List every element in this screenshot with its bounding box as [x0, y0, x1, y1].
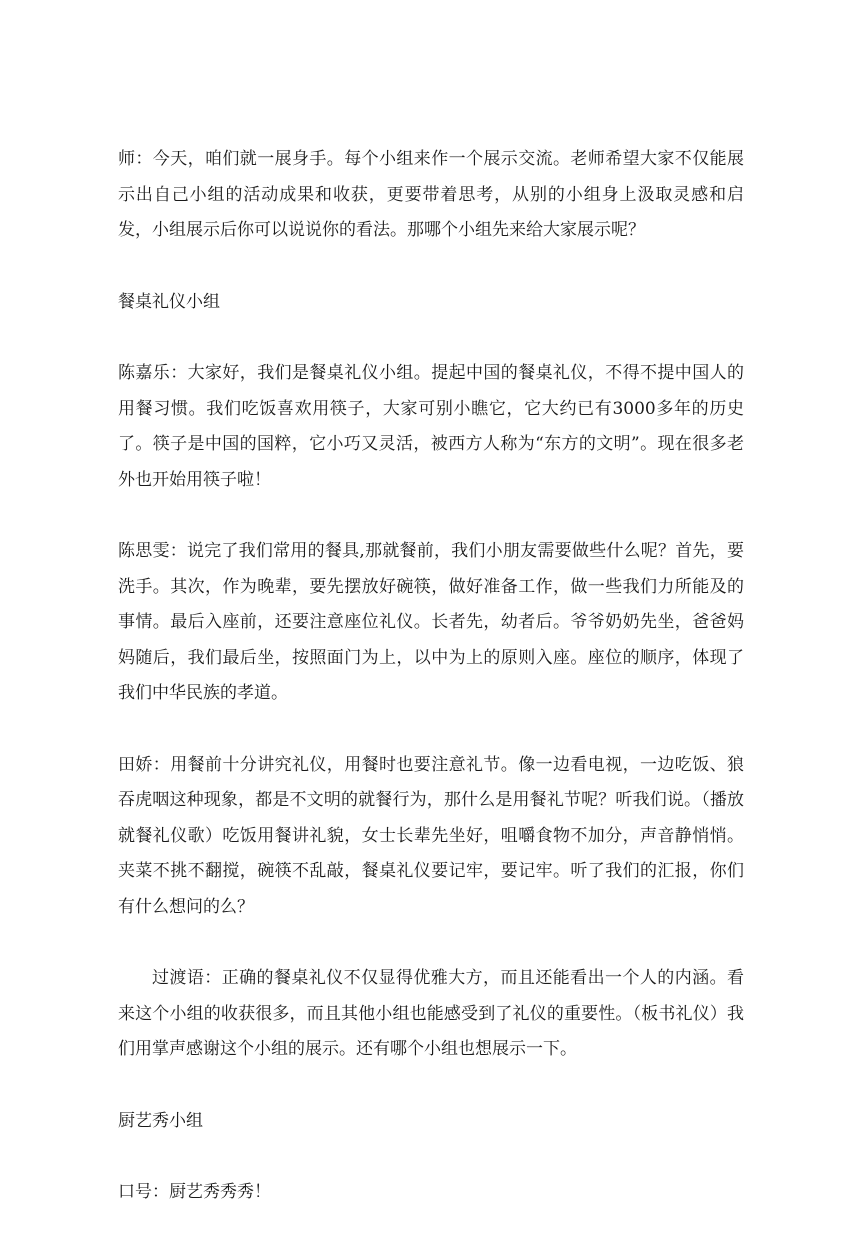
tian-jiao-paragraph: 田娇：用餐前十分讲究礼仪，用餐时也要注意礼节。像一边看电视，一边吃饭、狼吞虎咽这种现象，都是不文明的就餐行为，那什么是用餐礼节呢？听我们说。（播放就餐礼仪歌）吃饭用餐讲礼貌，女士长辈先坐好，咀嚼食物不加分，声音静悄悄。夹菜不挑不翻搅，碗筷不乱敲，餐桌礼仪要记牢，要记牢。听了我们的汇报，你们有什么想问的么？ [118, 754, 744, 917]
teacher-intro-paragraph: 师：今天，咱们就一展身手。每个小组来作一个展示交流。老师希望大家不仅能展示出自己小组的活动成果和收获，更要带着思考，从别的小组身上汲取灵感和启发，小组展示后你可以说说你的看法。那哪个小组先来给大家展示呢？ [118, 149, 744, 240]
chen-jiale-paragraph: 陈嘉乐：大家好，我们是餐桌礼仪小组。提起中国的餐桌礼仪，不得不提中国人的用餐习惯。我们吃饭喜欢用筷子，大家可别小瞧它，它大约已有3000多年的历史了。筷子是中国的国粹，它小巧又灵活，被西方人称为“东方的文明”。现在很多老外也开始用筷子啦！ [118, 363, 744, 490]
group-heading-cooking-show: 厨艺秀小组 [118, 1110, 203, 1131]
transition-paragraph: 过渡语：正确的餐桌礼仪不仅显得优雅大方，而且还能看出一个人的内涵。看来这个小组的收获很多，而且其他小组也能感受到了礼仪的重要性。（板书礼仪）我们用掌声感谢这个小组的展示。还有哪个小组也想展示一下。 [118, 968, 744, 1059]
slogan-paragraph: 口号：厨艺秀秀秀！ [118, 1182, 271, 1202]
group-heading-table-etiquette: 餐桌礼仪小组 [118, 291, 220, 312]
chen-siwen-paragraph: 陈思雯：说完了我们常用的餐具,那就餐前，我们小朋友需要做些什么呢？首先，要洗手。其次，作为晚辈，要先摆放好碗筷，做好准备工作，做一些我们力所能及的事情。最后入座前，还要注意座位礼仪。长者先，幼者后。爷爷奶奶先坐，爸爸妈妈随后，我们最后坐，按照面门为上，以中为上的原则入座。座位的顺序，体现了我们中华民族的孝道。 [118, 541, 744, 703]
document-page [118, 142, 744, 1247]
